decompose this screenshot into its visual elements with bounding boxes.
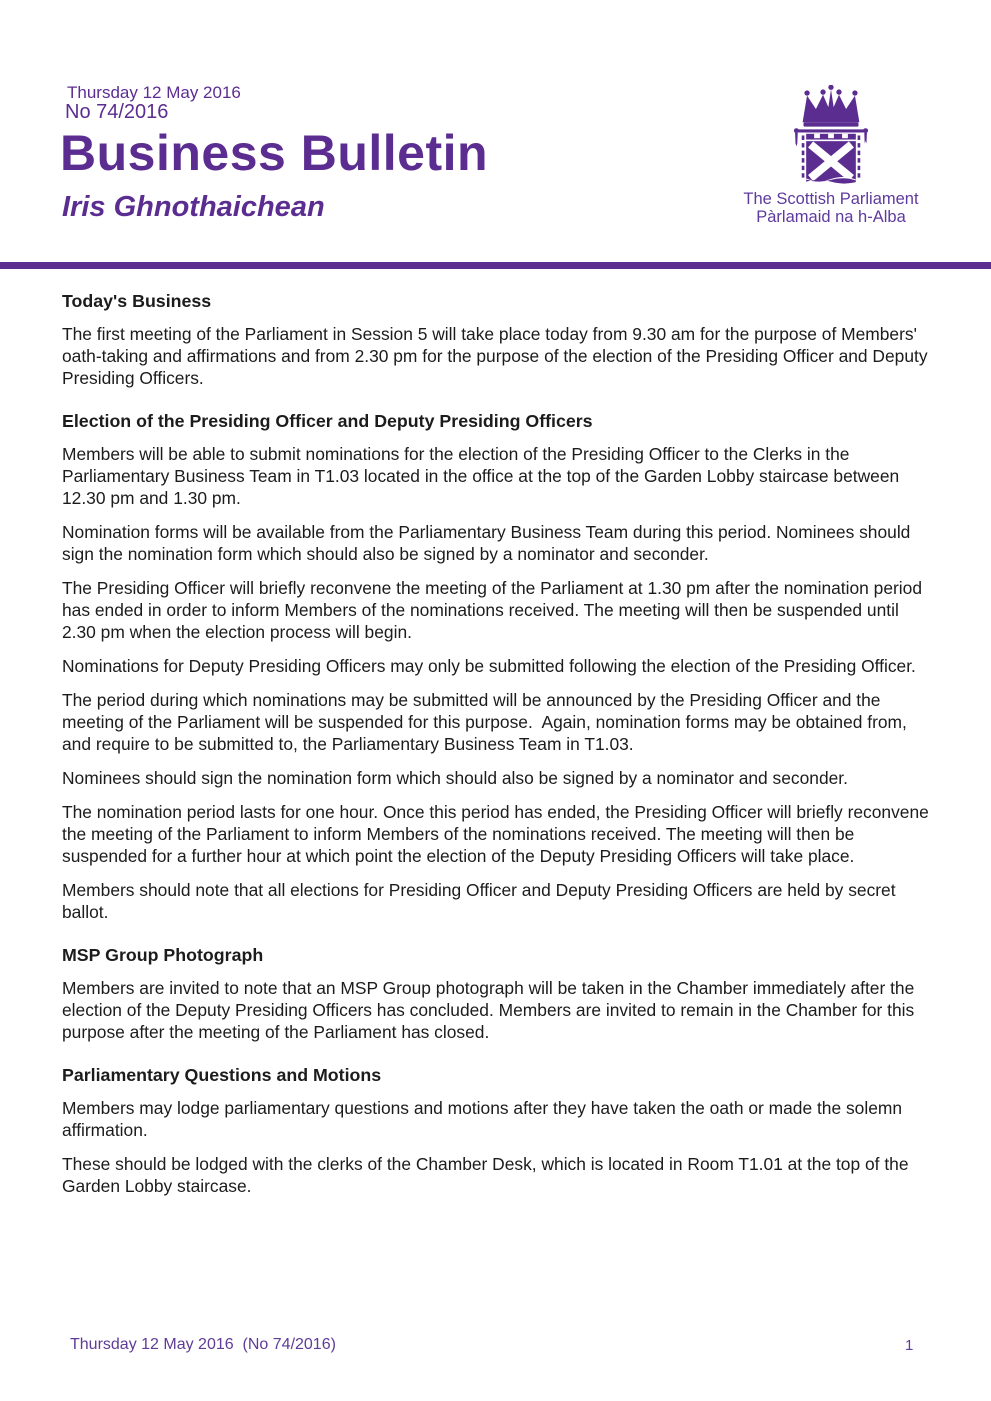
section-todays-business xyxy=(62,290,934,389)
logo-text-english: The Scottish Parliament xyxy=(743,190,919,208)
paragraph: These should be lodged with the clerks of the Chamber Desk, which is located in Room T1.01 at the top of the Garden Lobby staircase. xyxy=(62,1154,909,1196)
paragraph: Nominations for Deputy Presiding Officers may only be submitted following the election of the Presiding Officer. xyxy=(62,656,916,676)
paragraph: Members will be able to submit nominations for the election of the Presiding Officer to the Clerks in the Parliamentary Business Team in T1.03 located in the office at the top of the Garden Lobby staircase between 12.30 pm and 1.30 pm. xyxy=(62,444,900,508)
paragraph: The Presiding Officer will briefly reconvene the meeting of the Parliament at 1.30 pm after the nomination period has ended in order to inform Members of the nominations received. The meeting will then be suspended until 2.30 pm when the election process will begin. xyxy=(62,578,923,642)
paragraph: Members are invited to note that an MSP Group photograph will be taken in the Chamber immediately after the election of the Deputy Presiding Officers has concluded. Members are invited to remain in the Chamber for this purpose after the meeting of the Parliament has closed. xyxy=(62,978,915,1042)
paragraph: The first meeting of the Parliament in Session 5 will take place today from 9.30 am for the purpose of Members' oath-taking and affirmations and from 2.30 pm for the purpose of the election of the Presiding Officer and Deputy Presiding Officers. xyxy=(62,324,928,388)
header-divider-rule xyxy=(0,262,991,269)
footer-date-issue: Thursday 12 May 2016 (No 74/2016) xyxy=(70,1336,336,1353)
parliament-crest-icon xyxy=(775,85,887,187)
page-title: Business Bulletin xyxy=(60,125,489,181)
paragraph: The nomination period lasts for one hour. Once this period has ended, the Presiding Officer will briefly reconvene the meeting of the Parliament to inform Members of the nominations received. The meeting will then be suspended for a further hour at which point the election of the Deputy Presiding Officers will take place. xyxy=(62,802,929,866)
footer-page-number: 1 xyxy=(905,1337,914,1354)
paragraph: Nomination forms will be available from the Parliamentary Business Team during this period. Nominees should sign the nomination form which should also be signed by a nominator and seconder. xyxy=(62,522,911,564)
paragraph: Nominees should sign the nomination form which should also be signed by a nominator and seconder. xyxy=(62,768,848,788)
section-heading: Parliamentary Questions and Motions xyxy=(62,1065,382,1085)
section-parliamentary-questions-motions xyxy=(62,1064,934,1197)
logo-text-gaelic: Pàrlamaid na h-Alba xyxy=(756,207,906,226)
section-msp-group-photograph xyxy=(62,944,934,1043)
paragraph: The period during which nominations may be submitted will be announced by the Presiding Officer and the meeting of the Parliament will be suspended for this purpose. Again, nomination forms may be obtained from, and require to be submitted to, the Parliamentary Business Team in T1.03. xyxy=(62,690,907,754)
section-heading: Election of the Presiding Officer and Deputy Presiding Officers xyxy=(62,411,593,431)
section-election-presiding-officer xyxy=(62,410,934,923)
paragraph: Members may lodge parliamentary questions and motions after they have taken the oath or made the solemn affirmation. xyxy=(62,1098,903,1140)
document-body xyxy=(62,290,934,1209)
paragraph: Members should note that all elections for Presiding Officer and Deputy Presiding Officers are held by secret ballot. xyxy=(62,880,896,922)
section-heading: MSP Group Photograph xyxy=(62,945,264,965)
page-subtitle-gaelic: Iris Ghnothaichean xyxy=(62,191,325,223)
header-issue-number: No 74/2016 xyxy=(65,101,169,123)
scottish-parliament-logo xyxy=(733,85,929,226)
header-date: Thursday 12 May 2016 xyxy=(67,83,241,102)
section-heading: Today's Business xyxy=(62,291,212,311)
